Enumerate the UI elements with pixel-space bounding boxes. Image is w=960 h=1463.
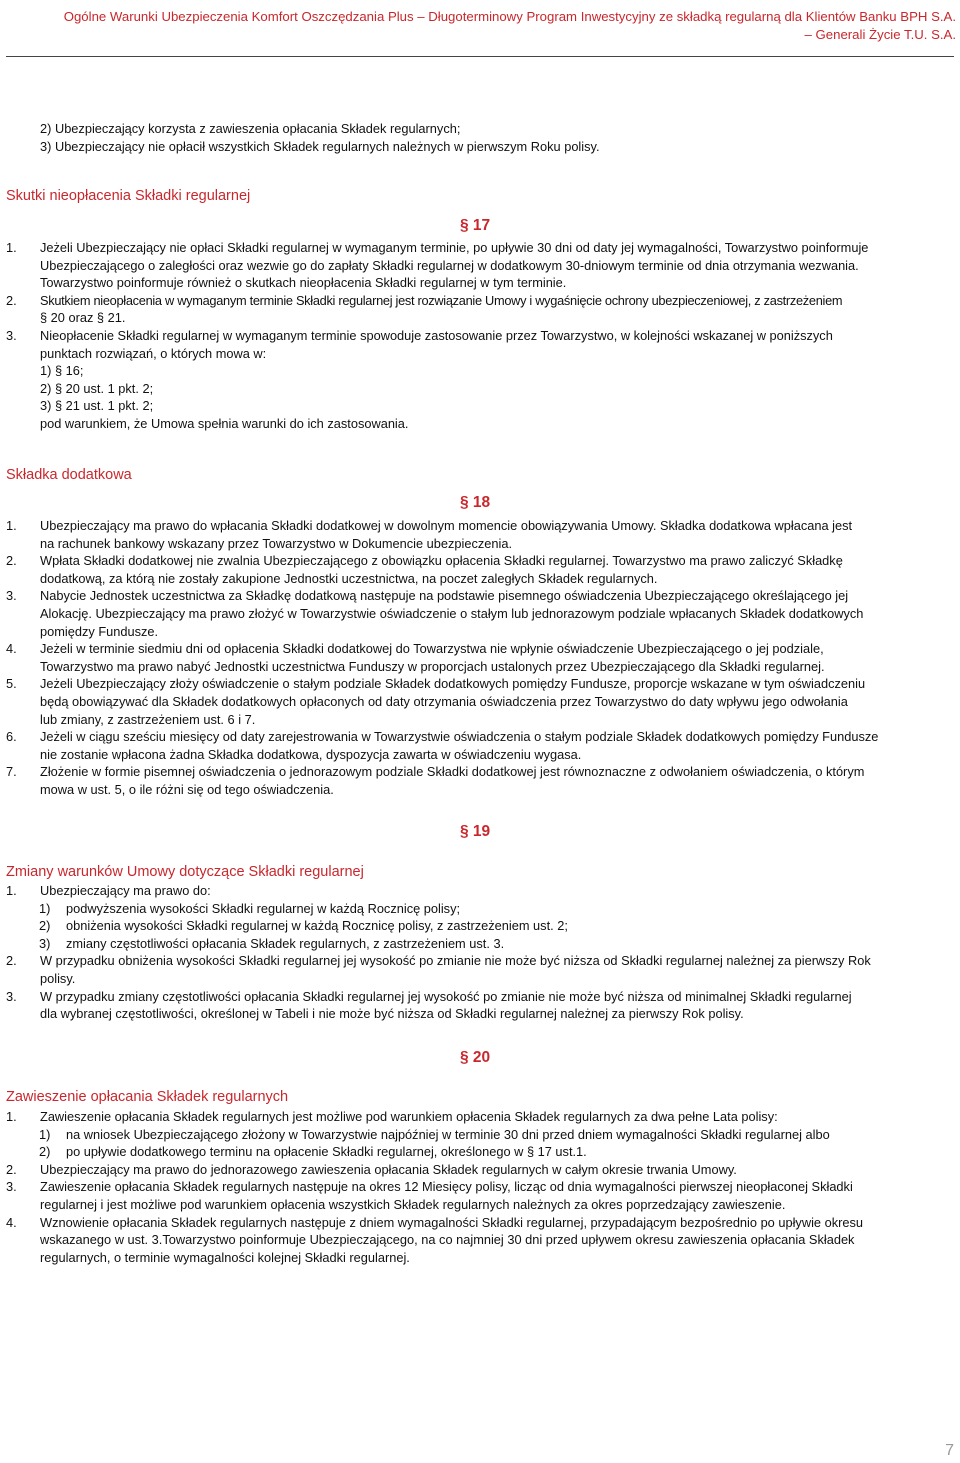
section-heading: Zawieszenie opłacania Składek regularnych (6, 1089, 289, 1105)
list-item: 2) po upływie dodatkowego terminu na opłacenie Składki regularnej, określonego w § 17 ust.1. (39, 1144, 587, 1160)
list-item: 1. Ubezpieczający ma prawo do: (6, 883, 211, 898)
list-item: 1) na wniosek Ubezpieczającego złożony w Towarzystwie najpóźniej w terminie 30 dni przed dniem wymagalności Składki regularnej albo (39, 1126, 830, 1142)
section-body (6, 882, 957, 1023)
list-item: mowa w ust. 5, o ile różni się od tego oświadczenia. (40, 781, 334, 797)
list-item: na rachunek bankowy wskazany przez Towarzystwo w Dokumencie ubezpieczenia. (40, 535, 513, 551)
paragraph-number: § 17 (460, 217, 491, 234)
list-item: 2. Wpłata Składki dodatkowej nie zwalnia Ubezpieczającego z obowiązku opłacenia Składki regularnej. Towarzystwo ma prawo zaliczyć Składkę (6, 553, 843, 569)
list-item: regularnych, o terminie wymagalności kolejnej Składki regularnej. (40, 1249, 410, 1265)
list-item: 2. W przypadku obniżenia wysokości Składki regularnej jej wysokość po zmianie nie może być niższa od Składki regularnej należnej za pierwszy Rok (6, 953, 871, 969)
section-heading: Skutki nieopłacenia Składki regularnej (6, 188, 251, 204)
section-body (6, 517, 957, 799)
list-item: 1. Jeżeli Ubezpieczający nie opłaci Składki regularnej w wymaganym terminie, po upływie 30 dni od daty jej wymagalności, Towarzystwo poinformuje (6, 240, 869, 255)
list-item: 4. Wznowienie opłacania Składek regularnych następuje z dniem wymagalności Składki regularnej, przypadającym bezpośrednio po upływie okresu (6, 1214, 863, 1230)
list-item: 3) zmiany częstotliwości opłacania Składek regularnych, z zastrzeżeniem ust. 3. (39, 935, 505, 951)
list-item: Towarzystwo poinformuje również o skutkach nieopłacenia Składki regularnej w tym terminie. (40, 275, 567, 291)
top-list (6, 120, 957, 155)
section-body (6, 239, 957, 433)
list-item: dodatkową, za którą nie zostały zakupione Jednostki uczestnictwa, na poczet zaległych Składek regularnych. (40, 570, 658, 586)
list-item: nie zostanie wpłacona żadna Składka dodatkowa, dyspozycja zawarta w oświadczeniu wygasa. (40, 746, 582, 762)
list-item: regularnej i jest możliwe pod warunkiem opłacenia wszystkich Składek regularnych należnych za okres poprzedzający zawieszenie. (40, 1196, 786, 1212)
list-item: 2. Skutkiem nieopłacenia w wymaganym terminie Składki regularnej jest rozwiązanie Umowy i wygaśnięcie ochrony ubezpieczeniowej, z zastrzeżeniem (6, 292, 843, 308)
list-item: 1. Ubezpieczający ma prawo do wpłacania Składki dodatkowej w dowolnym momencie obowiązywania Umowy. Składka dodatkowa wpłacana jest (6, 518, 853, 533)
paragraph-number: § 20 (460, 1049, 491, 1066)
list-item: 2. Ubezpieczający ma prawo do jednorazowego zawieszenia opłacania Składek regularnych w całym okresie trwania Umowy. (6, 1161, 737, 1177)
section-heading: Składka dodatkowa (6, 467, 132, 483)
list-item: 6. Jeżeli w ciągu sześciu miesięcy od daty zarejestrowania w Towarzystwie oświadczenia o stałym podziale Składek dodatkowych pomiędzy Fundusze (6, 729, 879, 745)
list-item: 2) Ubezpieczający korzysta z zawieszenia opłacania Składek regularnych; (40, 121, 461, 136)
header-line-2: – Generali Życie T.U. S.A. (804, 27, 956, 42)
list-item: polisy. (40, 970, 76, 986)
page-header (6, 8, 956, 44)
list-item: Alokację. Ubezpieczający ma prawo złożyć w Towarzystwie oświadczenie o stałym lub jednorazowym podziale wpłacanych Składek dodatkowych (40, 605, 864, 621)
list-item: punktach rozwiązań, o których mowa w: (40, 345, 267, 361)
list-item: § 20 oraz § 21. (40, 310, 126, 326)
section-body (6, 1108, 957, 1266)
list-item: 3) Ubezpieczający nie opłacił wszystkich Składek regularnych należnych w pierwszym Roku polisy. (40, 138, 600, 154)
list-item: 3. Nieopłacenie Składki regularnej w wymaganym terminie spowoduje zastosowanie przez Towarzystwo, w kolejności wskazanej w poniższych (6, 327, 833, 343)
list-item: 3. W przypadku zmiany częstotliwości opłacania Składki regularnej jej wysokość po zmianie nie może być niższa od minimalnej Składki regularnej (6, 988, 852, 1004)
list-item: 3) § 21 ust. 1 pkt. 2; (40, 398, 154, 414)
list-item: pomiędzy Fundusze. (40, 623, 159, 639)
list-item: 7. Złożenie w formie pisemnej oświadczenia o jednorazowym podziale Składki dodatkowej jest równoznaczne z odwołaniem oświadczenia, o którym (6, 764, 865, 780)
list-item: pod warunkiem, że Umowa spełnia warunki do ich zastosowania. (40, 415, 409, 431)
list-item: będą obowiązywać dla Składek dodatkowych opłaconych od daty otrzymania oświadczenia przez Towarzystwo do daty wpływu jego odwołania (40, 693, 848, 709)
list-item: 3. Nabycie Jednostek uczestnictwa za Składkę dodatkową następuje na podstawie pisemnego oświadczenia Ubezpieczającego określającego jej (6, 588, 849, 604)
list-item: Towarzystwo ma prawo nabyć Jednostki uczestnictwa Funduszy w proporcjach ustalonych przez Ubezpieczającego dla Składki regularnej. (40, 658, 825, 674)
list-item: lub zmiany, z zastrzeżeniem ust. 6 i 7. (40, 711, 256, 727)
list-item: 2) obniżenia wysokości Składki regularnej w każdą Rocznicę polisy, z zastrzeżeniem ust. 2; (39, 918, 568, 934)
paragraph-number: § 19 (460, 823, 491, 840)
list-item: 4. Jeżeli w terminie siedmiu dni od opłacenia Składki dodatkowej do Towarzystwa nie wpłynie oświadczenie Ubezpieczającego o jej podziale, (6, 641, 824, 657)
paragraph-number: § 18 (460, 494, 491, 511)
list-item: wskazanego w ust. 3.Towarzystwo poinformuje Ubezpieczającego, na co najmniej 30 dni przed upływem okresu zawieszenia opłacania Składek (40, 1232, 855, 1248)
list-item: 1) podwyższenia wysokości Składki regularnej w każdą Rocznicę polisy; (39, 900, 461, 916)
list-item: dla wybranej częstotliwości, określonej w Tabeli i nie może być niższa od Składki regularnej należnej za pierwszy Rok polisy. (40, 1006, 744, 1022)
list-item: 1) § 16; (40, 363, 84, 379)
list-item: 3. Zawieszenie opłacania Składek regularnych następuje na okres 12 Miesięcy polisy, licząc od dnia wymagalności pierwszej nieopłaconej Składki (6, 1179, 853, 1195)
list-item: 5. Jeżeli Ubezpieczający złoży oświadczenie o stałym podziale Składek dodatkowych pomiędzy Fundusze, proporcje wskazane w tym oświadczeniu (6, 676, 866, 692)
header-line-1: Ogólne Warunki Ubezpieczenia Komfort Oszczędzania Plus – Długoterminowy Program Inwestycyjny ze składką regularną dla Klientów Banku BPH S.A. (63, 9, 956, 24)
list-item: 2) § 20 ust. 1 pkt. 2; (40, 380, 154, 396)
list-item: 1. Zawieszenie opłacania Składek regularnych jest możliwe pod warunkiem opłacenia Składek regularnych za dwa pełne Lata polisy: (6, 1109, 778, 1124)
list-item: Ubezpieczającego o zaległości oraz wezwie go do zapłaty Składki regularnej w dodatkowym 30-dniowym terminie od dnia otrzymania wezwania. (40, 257, 859, 273)
header-rule (6, 56, 954, 57)
page-number: 7 (945, 1442, 954, 1459)
section-heading: Zmiany warunków Umowy dotyczące Składki regularnej (6, 864, 364, 880)
